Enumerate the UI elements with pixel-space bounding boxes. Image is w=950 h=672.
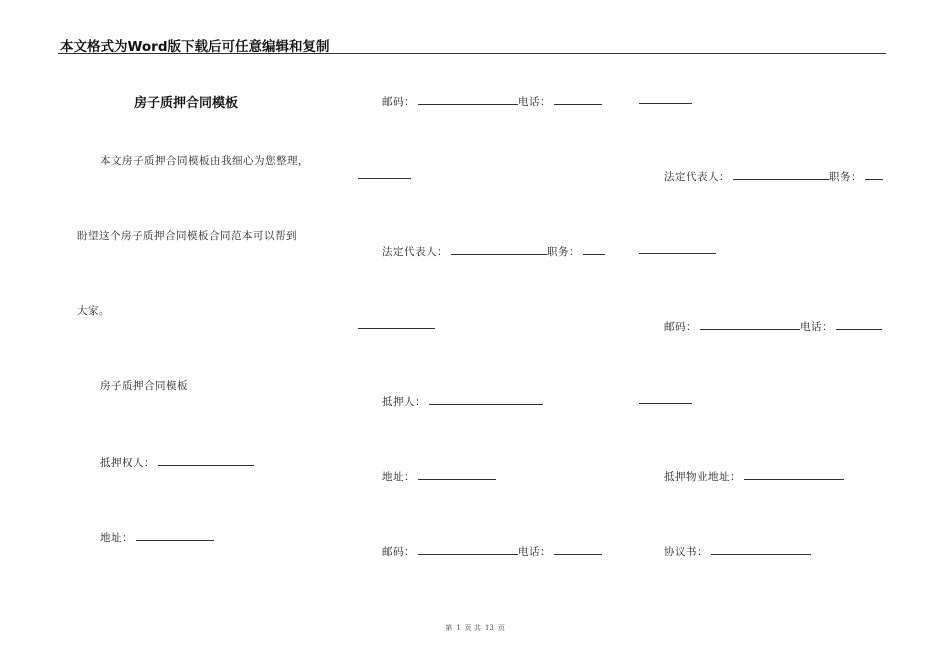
agreement-blank	[711, 543, 811, 555]
postcode-phone-field-3	[664, 318, 882, 334]
phone-blank	[554, 93, 602, 105]
phone-label: 电话：	[518, 96, 551, 108]
page-suffix: 页	[497, 624, 505, 632]
legal-rep-field-3	[664, 168, 883, 184]
page-mid: 页 共	[464, 624, 481, 632]
intro-line-2: 盼望这个房子质押合同模板合同范本可以帮到	[77, 230, 297, 242]
legal-rep-label-3: 法定代表人：	[664, 171, 730, 183]
postcode-phone-field-2	[382, 543, 602, 559]
position-label-3: 职务：	[829, 171, 862, 183]
phone-label-2: 电话：	[518, 546, 551, 558]
page-prefix: 第	[445, 624, 453, 632]
address-field-2	[382, 468, 496, 484]
intro-line-3: 大家。	[77, 305, 110, 317]
blank-line	[358, 328, 435, 329]
phone-label-3: 电话：	[800, 321, 833, 333]
postcode-label-3: 邮码：	[664, 321, 697, 333]
mortgagor-blank	[429, 393, 543, 405]
agreement-label: 协议书：	[664, 546, 708, 558]
legal-rep-field	[382, 243, 605, 259]
property-address-blank	[744, 468, 844, 480]
postcode-blank-3	[700, 318, 800, 330]
property-address-field	[664, 468, 844, 484]
document-title: 房子质押合同模板	[134, 96, 239, 111]
address-label: 地址：	[100, 532, 133, 544]
page-number	[0, 623, 950, 633]
mortgagee-label: 抵押权人：	[100, 457, 155, 469]
page-total: 13	[484, 624, 494, 632]
legal-rep-label: 法定代表人：	[382, 246, 448, 258]
postcode-blank	[418, 93, 518, 105]
position-blank-3	[865, 168, 883, 180]
page-current: 1	[456, 624, 461, 632]
mortgagor-field	[382, 393, 543, 409]
position-label: 职务：	[547, 246, 580, 258]
position-blank	[583, 243, 605, 255]
postcode-label: 邮码：	[382, 96, 415, 108]
legal-rep-blank	[451, 243, 547, 255]
property-address-label: 抵押物业地址：	[664, 471, 741, 483]
postcode-label-2: 邮码：	[382, 546, 415, 558]
phone-blank-3	[836, 318, 882, 330]
address-field	[100, 529, 214, 545]
contract-subtitle: 房子质押合同模板	[100, 380, 188, 392]
address-blank	[136, 529, 214, 541]
legal-rep-blank-3	[733, 168, 829, 180]
intro-line-1: 本文房子质押合同模板由我细心为您整理，	[100, 155, 309, 167]
blank-line	[639, 403, 692, 404]
mortgagor-label: 抵押人：	[382, 396, 426, 408]
mortgagee-blank	[158, 454, 254, 466]
mortgagee-field	[100, 454, 254, 470]
agreement-field	[664, 543, 811, 559]
blank-line	[358, 178, 411, 179]
blank-line	[639, 253, 716, 254]
blank-line	[639, 103, 692, 104]
phone-blank-2	[554, 543, 602, 555]
header-rule	[58, 53, 886, 54]
postcode-phone-field	[382, 93, 602, 109]
address-label-2: 地址：	[382, 471, 415, 483]
postcode-blank-2	[418, 543, 518, 555]
address-blank-2	[418, 468, 496, 480]
document-header: 本文格式为Word版下载后可任意编辑和复制	[60, 39, 330, 55]
